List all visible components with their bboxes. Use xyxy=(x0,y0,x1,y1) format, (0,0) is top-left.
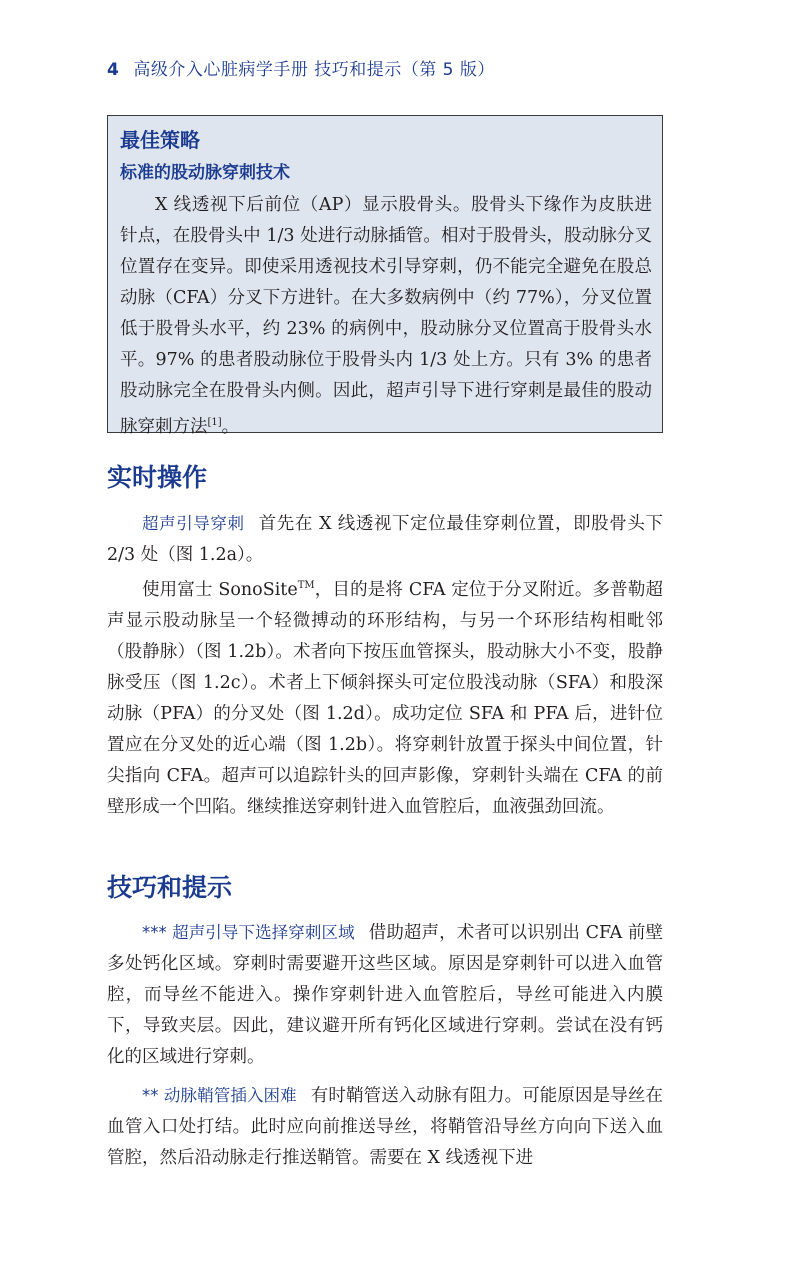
box-title: 最佳策略 xyxy=(120,128,200,152)
page-number: 4 xyxy=(107,60,120,80)
paragraph-text: 首先在 X 线透视下定位最佳穿刺位置，即股骨头下 2/3 处（图 1.2a）。 xyxy=(107,514,663,565)
paragraph-calcification xyxy=(107,917,663,1073)
paragraph-text: 使用富士 SonoSite xyxy=(142,579,298,600)
trademark-symbol: TM xyxy=(297,580,315,591)
paragraph-text: 借助超声，术者可以识别出 CFA 前壁多处钙化区域。穿刺时需要避开这些区域。原因是穿刺针可以进入血管腔，而导丝不能进入。操作穿刺针进入血管腔后，导丝可能进入内膜下，导致夹层。因此，建议避开所有钙化区域进行穿刺。尝试在没有钙化的区域进行穿刺。 xyxy=(107,923,664,1067)
lead-calcification: *** 超声引导下选择穿刺区域 xyxy=(142,923,355,942)
heading-tips-and-tricks: 技巧和提示 xyxy=(107,873,233,902)
box-subtitle: 标准的股动脉穿刺技术 xyxy=(120,163,290,183)
lead-sheath-difficulty: ** 动脉鞘管插入困难 xyxy=(142,1086,297,1105)
paragraph-sonosite xyxy=(107,570,663,823)
best-strategy-box xyxy=(107,115,663,437)
paragraph-text: ，目的是将 CFA 定位于分叉附近。多普勒超声显示股动脉呈一个轻微搏动的环形结构，与另一个环形结构相毗邻（股静脉）（图 1.2b）。术者向下按压血管探头，股动脉大小不变，股静脉受压（图 1.2c）。术者上下倾斜探头可定位股浅动脉（SFA）和股深动脉（PFA）的分叉处（图 1.2d）。成功定位 SFA 和 PFA 后，进针位置应在分叉处的近心端（图 1.2b）。将穿刺针放置于探头中间位置，针尖指向 CFA。超声可以追踪针头的回声影像，穿刺针头端在 CFA 的前壁形成一个凹陷。继续推送穿刺针进入血管腔后，血液强劲回流。 xyxy=(107,579,663,817)
reference-marker: [1] xyxy=(207,417,222,428)
paragraph-text: 有时鞘管送入动脉有阻力。可能原因是导丝在血管入口处打结。此时应向前推送导丝，将鞘管沿导丝方向向下送入血管腔，然后沿动脉走行推送鞘管。需要在 X 线透视下进 xyxy=(107,1086,664,1168)
paragraph-sheath-difficulty xyxy=(107,1080,663,1174)
heading-realtime-operation: 实时操作 xyxy=(107,463,208,492)
paragraph-ultrasound-guided xyxy=(107,508,663,571)
book-title: 高级介入心脏病学手册 技巧和提示（第 5 版） xyxy=(133,60,495,80)
box-paragraph xyxy=(120,190,652,443)
running-header xyxy=(107,55,495,80)
lead-ultrasound-guided: 超声引导穿刺 xyxy=(142,514,245,533)
box-text: X 线透视下后前位（AP）显示股骨头。股骨头下缘作为皮肤进针点，在股骨头中 1/3 处进行动脉插管。相对于股骨头，股动脉分叉位置存在变异。即使采用透视技术引导穿刺，仍不能完全避免在股总动脉（CFA）分叉下方进针。在大多数病例中（约 77%），分叉位置低于股骨头水平，约 23% 的病例中，股动脉分叉位置高于股骨头水平。97% 的患者股动脉位于股骨头内 1/3 处上方。只有 3% 的患者股动脉完全在股骨头内侧。因此，超声引导下进行穿刺是最佳的股动脉穿刺方法 xyxy=(120,195,652,437)
box-text-end: 。 xyxy=(221,416,240,437)
